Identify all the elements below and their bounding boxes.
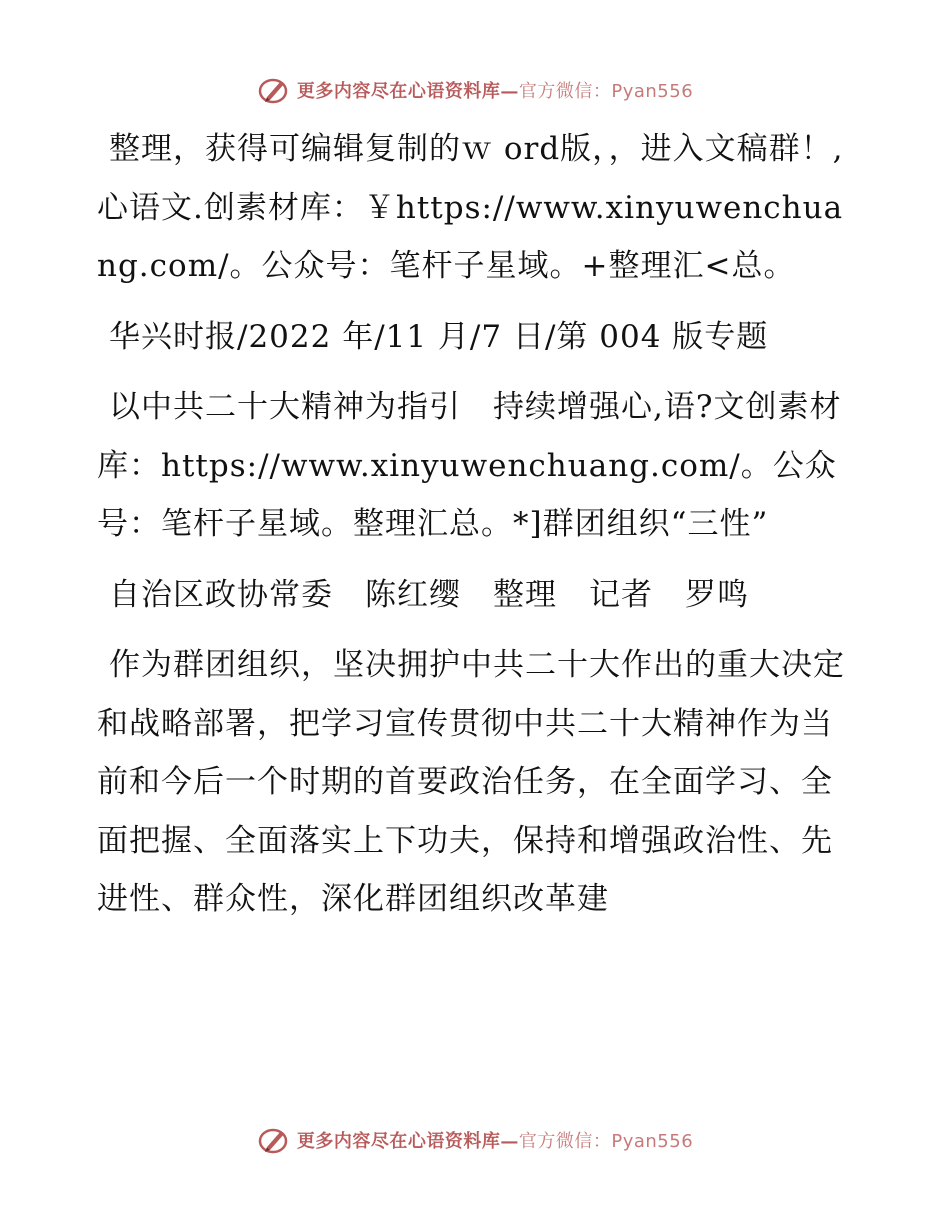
paragraph-source: 华兴时报/2022 年/11 月/7 日/第 004 版专题 xyxy=(109,318,769,355)
header-watermark-main: 更多内容尽在心语资料库— xyxy=(296,81,519,102)
pen-logo-icon xyxy=(257,1125,291,1155)
footer-watermark-main: 更多内容尽在心语资料库— xyxy=(296,1131,519,1152)
document-body xyxy=(97,120,857,941)
header-watermark-wechat: 官方微信：Pyan556 xyxy=(518,81,694,102)
header-watermark-banner xyxy=(0,70,950,110)
paragraph-title: 以中共二十大精神为指引 持续增强心,语?文创素材库：https://www.xinyuwenchuang.com/。公众号：笔杆子星域。整理汇总。*]群团组织“三性” xyxy=(97,389,842,542)
footer-watermark-wechat: 官方微信：Pyan556 xyxy=(518,1131,694,1152)
header-watermark-text xyxy=(297,77,693,103)
footer-watermark-text xyxy=(297,1127,693,1153)
paragraph-byline: 自治区政协常委 陈红缨 整理 记者 罗鸣 xyxy=(109,576,749,613)
paragraph-intro: 整理，获得可编辑复制的ｗ ord版，，进入文稿群！,心语文.创素材库：￥https://www.xinyuwenchuang.com/。公众号：笔杆子星域。+整理汇<总。 xyxy=(97,131,844,284)
pen-logo-icon xyxy=(257,75,291,105)
paragraph-body: 作为群团组织，坚决拥护中共二十大作出的重大决定和战略部署，把学习宣传贯彻中共二十大精神作为当前和今后一个时期的首要政治任务，在全面学习、全面把握、全面落实上下功夫，保持和增强政治性、先进性、群众性，深化群团组织改革建 xyxy=(97,647,845,917)
footer-watermark-banner xyxy=(0,1120,950,1160)
